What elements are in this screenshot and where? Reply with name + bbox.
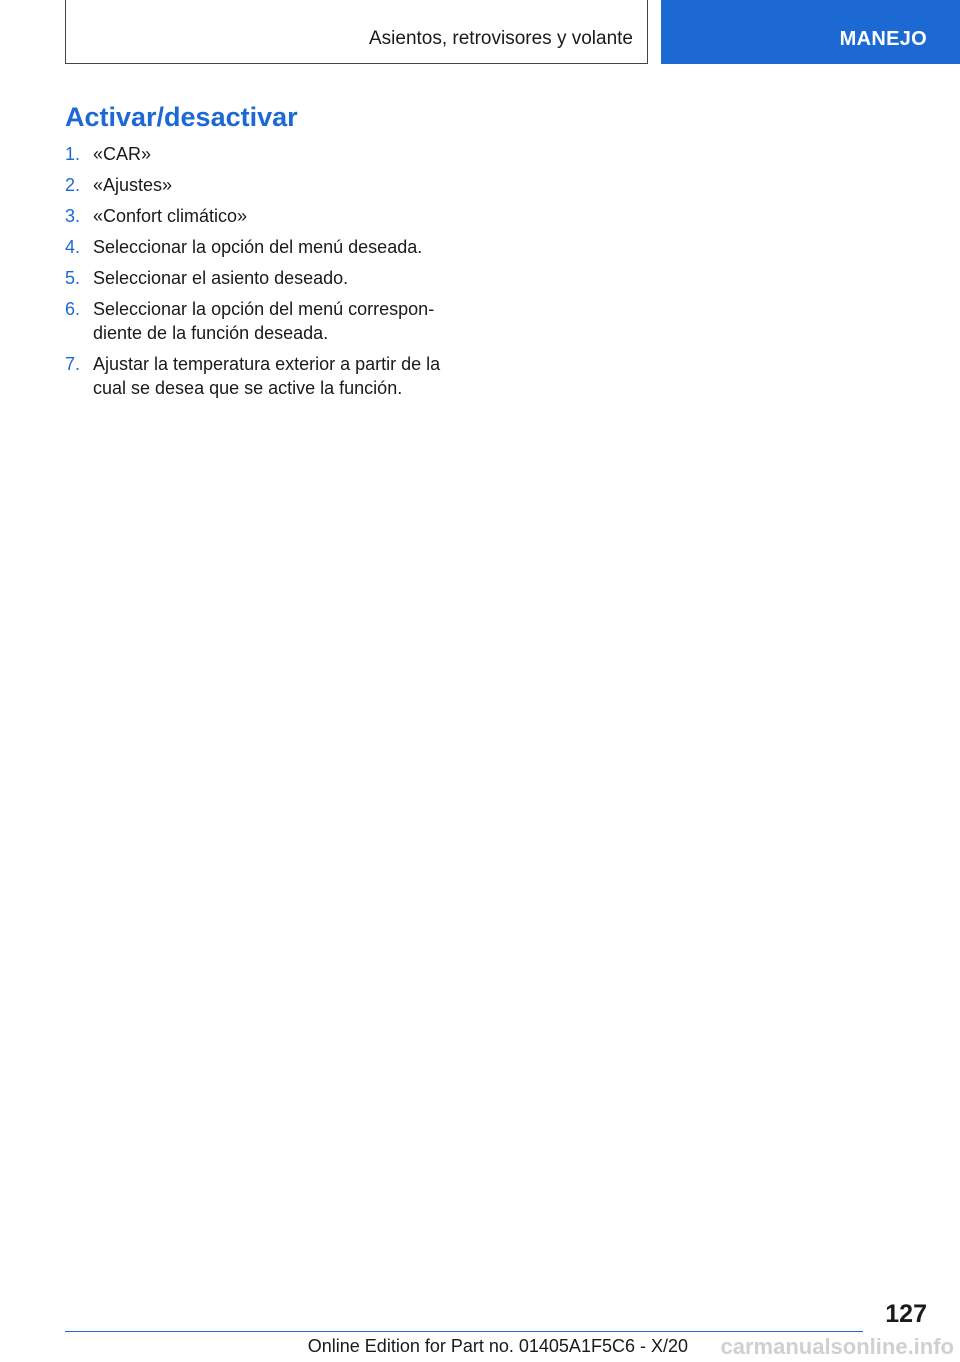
chapter-tab-label: MANEJO	[839, 28, 927, 50]
list-item	[65, 297, 465, 345]
page-number: 127	[885, 1300, 927, 1328]
step-number: 7.	[65, 354, 81, 374]
step-number: 5.	[65, 268, 81, 288]
step-number: 1.	[65, 144, 81, 164]
step-text: Seleccionar la opción del menú correspondiente de la función deseada.	[93, 299, 435, 343]
step-list	[65, 142, 465, 407]
list-item	[65, 266, 465, 290]
watermark: carmanualsonline.info	[720, 1334, 954, 1359]
step-number: 6.	[65, 299, 81, 319]
list-item	[65, 352, 465, 400]
step-number: 4.	[65, 237, 81, 257]
page-title: Activar/desactivar	[65, 102, 298, 132]
edition-info: Online Edition for Part no. 01405A1F5C6 - X/20	[307, 1336, 688, 1356]
chapter-tab[interactable]	[661, 0, 960, 64]
step-text: Seleccionar la opción del menú deseada.	[93, 237, 423, 257]
step-text: Ajustar la temperatura exterior a partir de la cual se desea que se active la función.	[93, 354, 441, 398]
step-number: 3.	[65, 206, 81, 226]
step-text: Seleccionar el asiento deseado.	[93, 268, 349, 288]
section-title: Asientos, retrovisores y volante	[368, 28, 633, 49]
step-text: «CAR»	[93, 144, 152, 164]
step-text: «Ajustes»	[93, 175, 173, 195]
step-number: 2.	[65, 175, 81, 195]
header-section-box	[65, 0, 648, 64]
step-text: «Confort climático»	[93, 206, 248, 226]
list-item	[65, 173, 465, 197]
list-item	[65, 142, 465, 166]
list-item	[65, 204, 465, 228]
footer-divider	[65, 1331, 863, 1332]
list-item	[65, 235, 465, 259]
